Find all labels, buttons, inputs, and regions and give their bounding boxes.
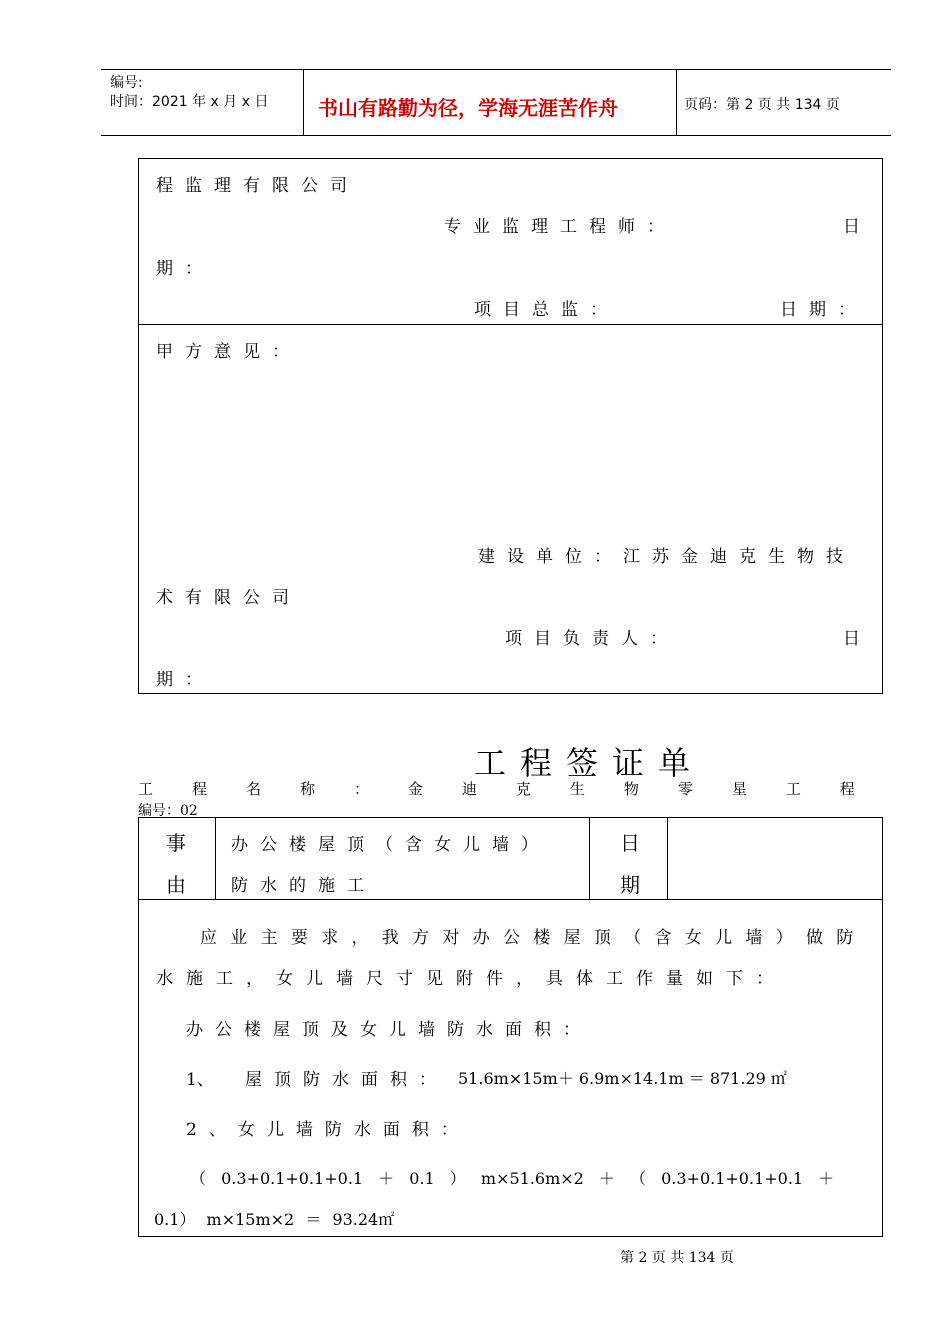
header-motto: 书山有路勤为径，学海无涯苦作舟	[318, 96, 618, 120]
reason-label-1: 事	[166, 831, 186, 855]
reason-label-2: 由	[166, 873, 186, 897]
form-row-divider	[138, 899, 883, 900]
supervision-date-label: 期：	[156, 259, 214, 279]
footer-page-number: 第 2 页 共 134 页	[620, 1250, 734, 1266]
item1-formula: 51.6m×15m＋ 6.9m×14.1m ＝ 871.29 ㎡	[458, 1069, 787, 1088]
form-col-divider-2	[589, 817, 590, 899]
form-col-divider-3	[667, 817, 668, 899]
project-name-char: 工	[785, 780, 801, 798]
project-name-char: 工	[138, 780, 154, 798]
form-number: 编号：02	[138, 803, 198, 819]
project-name-row	[138, 778, 855, 799]
body-p1-line2: 水施工，女儿墙尺寸见附件，具体工作量如下：	[156, 969, 786, 989]
item2-label: 2、女儿墙防水面积：	[186, 1120, 470, 1140]
project-name-char: 名	[245, 780, 261, 798]
project-director-date-label: 日期：	[780, 300, 867, 320]
project-name-char: 程	[839, 780, 855, 798]
project-director-label: 项目总监：	[474, 300, 619, 320]
item1-label: 屋顶防水面积：	[245, 1070, 448, 1090]
header-divider-1	[303, 69, 304, 136]
owner-opinion-title: 甲方意见：	[156, 342, 301, 362]
project-name-char: 生	[569, 780, 585, 798]
body-p2: 办公楼屋顶及女儿墙防水面积：	[186, 1020, 592, 1040]
form-title: 工程签证单	[474, 744, 705, 782]
item1-number: 1、	[186, 1070, 214, 1090]
supervision-company: 程监理有限公司	[156, 176, 359, 196]
project-manager-date-cont: 期：	[156, 670, 214, 690]
header-time-label: 时间：2021 年 x 月 x 日	[110, 94, 269, 110]
project-manager-date-label: 日	[843, 629, 860, 649]
project-name-char: 程	[191, 780, 207, 798]
form-col-divider-1	[215, 817, 216, 899]
project-name-char: 克	[515, 780, 531, 798]
project-name-char: ：	[353, 780, 369, 798]
project-name-char: 物	[623, 780, 639, 798]
header-bottom-rule	[101, 135, 891, 136]
project-name-char: 星	[731, 780, 747, 798]
project-name-char: 零	[677, 780, 693, 798]
header-page-label: 页码：第 2 页 共 134 页	[684, 97, 840, 113]
project-name-char: 称	[299, 780, 315, 798]
construction-unit-cont: 术有限公司	[156, 588, 301, 608]
formula-line-2: 0.1） m×15m×2 ＝ 93.24㎡	[154, 1210, 395, 1229]
project-name-char: 金	[407, 780, 423, 798]
reason-text-2: 防水的施工	[231, 876, 376, 896]
reason-text-1: 办公楼屋顶（含女儿墙）	[231, 835, 550, 855]
formula-line-1: （ 0.3+0.1+0.1+0.1 ＋ 0.1 ） m×51.6m×2 ＋ （ 0.3+0.1+0.1+0.1 ＋	[190, 1169, 835, 1188]
header-divider-2	[676, 69, 677, 136]
project-manager-label: 项目负责人：	[505, 629, 679, 649]
date-label-1: 日	[620, 831, 640, 855]
date-label-2: 期	[620, 873, 640, 897]
header-number-label: 编号:	[110, 75, 143, 91]
project-name-char: 迪	[461, 780, 477, 798]
header-top-rule	[101, 69, 891, 70]
body-p1-line1: 应业主要求，我方对办公楼屋顶（含女儿墙）做防	[200, 928, 867, 948]
construction-unit-label: 建设单位：江苏金迪克生物技	[478, 547, 855, 567]
supervision-engineer-label: 专业监理工程师：	[444, 217, 676, 237]
supervision-engineer-date-label: 日	[843, 217, 860, 237]
